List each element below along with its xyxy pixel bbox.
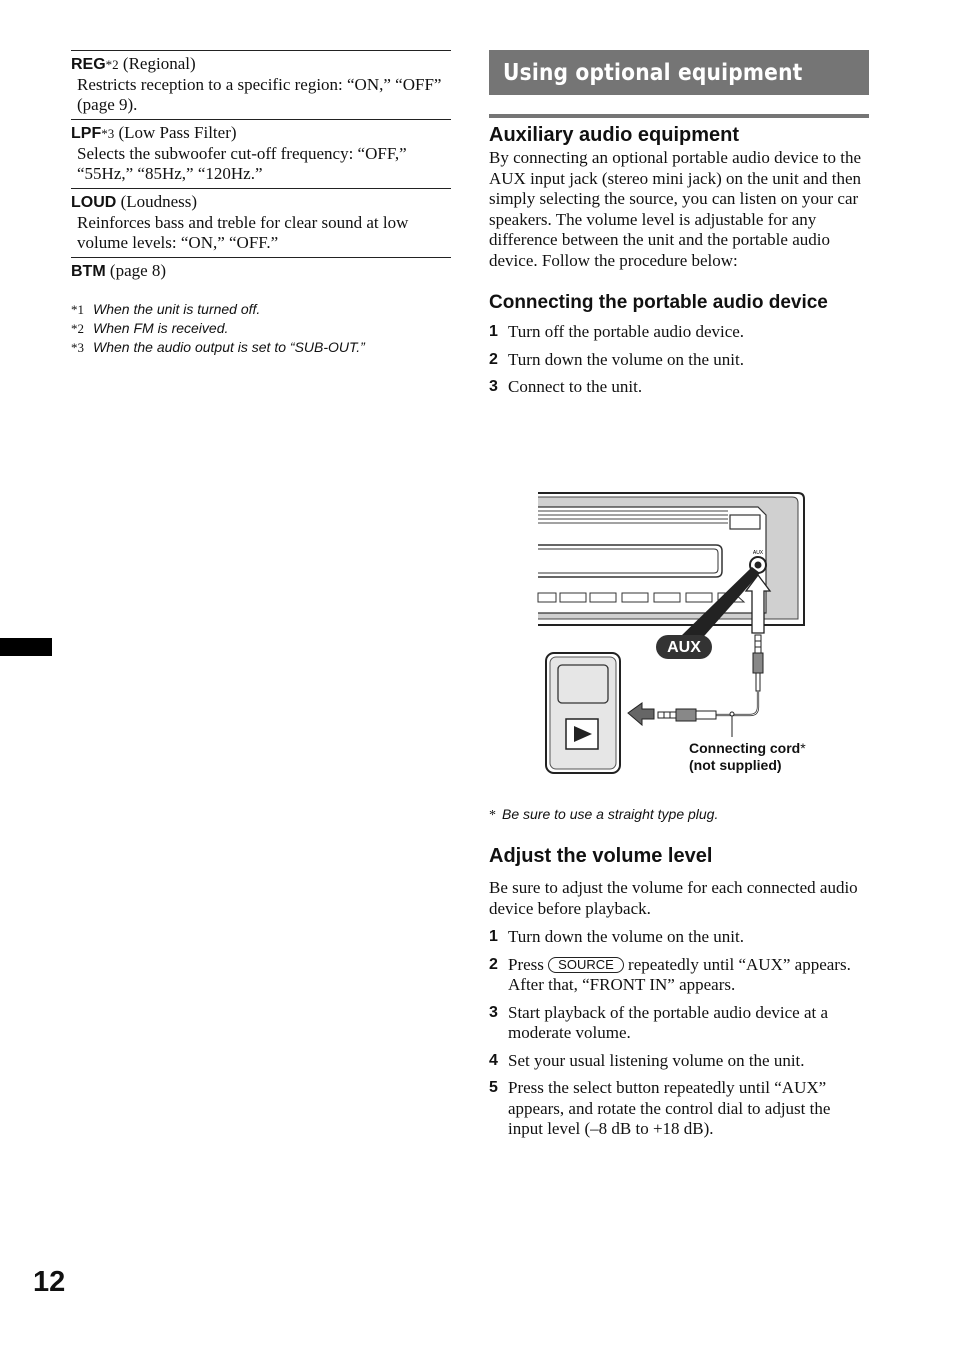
aux-intro: By connecting an optional portable audio device to the AUX input jack (stereo mini jack) on the unit and then simply selecting the source, you can listen on your car speakers. The volume level is adjustable for any difference between the unit and the portable audio device. Follow the procedure below: <box>489 148 862 270</box>
step <box>489 350 869 371</box>
cord-note: (not supplied) <box>689 757 782 773</box>
menu-key: BTM <box>71 263 106 280</box>
menu-item-lpf <box>71 119 451 188</box>
step <box>489 1078 869 1140</box>
step <box>489 322 869 343</box>
step-text: Turn down the volume on the unit. <box>508 349 744 369</box>
main-column <box>489 50 869 398</box>
device-screen <box>558 665 608 703</box>
plug-note <box>489 806 718 824</box>
step-text <box>508 955 851 996</box>
connecting-cord <box>716 691 758 715</box>
menu-description: Restricts reception to a specific region: “ON,” “OFF” (page 9). <box>77 75 442 114</box>
cord-label <box>689 740 806 774</box>
section-tab-marker <box>0 638 52 656</box>
step-number: 5 <box>489 1079 498 1096</box>
page-number: 12 <box>33 1266 66 1298</box>
connect-steps <box>489 322 869 398</box>
footnote-ref: *2 <box>105 57 119 72</box>
footnote-mark: *3 <box>71 340 84 355</box>
footnote-text: When the unit is turned off. <box>93 301 261 317</box>
volume-section <box>489 843 869 1140</box>
aux-heading: Auxiliary audio equipment <box>489 124 740 146</box>
menu-head-text: (Loudness) <box>116 192 198 211</box>
aux-badge <box>656 635 712 659</box>
cord-plug-vertical <box>753 635 763 691</box>
connect-heading: Connecting the portable audio device <box>489 292 828 313</box>
footnote <box>71 300 451 319</box>
plug-note-text: Be sure to use a straight type plug. <box>502 806 719 822</box>
step <box>489 927 869 948</box>
cord-label-text: Connecting cord <box>689 740 801 756</box>
step-text: Start playback of the portable audio device at a moderate volume. <box>508 1002 829 1042</box>
step-text-extra: After that, “FRONT IN” appears. <box>508 975 736 994</box>
menu-item-reg <box>71 50 451 119</box>
footnote <box>71 319 451 338</box>
step-number: 2 <box>489 955 498 973</box>
aux-jack-label: AUX <box>752 550 764 556</box>
footnotes <box>71 300 451 357</box>
footnote-text: When the audio output is set to “SUB-OUT.” <box>93 339 365 355</box>
step-text-pre: Press <box>508 954 549 974</box>
step-number: 4 <box>489 1051 498 1069</box>
menu-item-loud <box>71 188 451 257</box>
banner-rule <box>489 114 869 118</box>
menu-key: LOUD <box>71 194 117 211</box>
step-number: 1 <box>489 928 498 945</box>
menu-description: Reinforces bass and treble for clear sound at low volume levels: “ON,” “OFF.” <box>77 213 409 252</box>
footnote-ref: *3 <box>101 126 115 141</box>
settings-list <box>71 50 451 357</box>
menu-head-text: (Regional) <box>118 54 196 73</box>
step <box>489 377 869 398</box>
menu-description: Selects the subwoofer cut-off frequency: “OFF,” “55Hz,” “85Hz,” “120Hz.” <box>77 144 407 183</box>
section-title: Using optional equipment <box>503 59 803 86</box>
source-button: SOURCE <box>548 957 624 973</box>
footnote-text: When FM is received. <box>93 320 229 336</box>
step <box>489 1003 869 1044</box>
plug-note-mark: * <box>489 808 496 823</box>
step-number: 3 <box>489 378 498 395</box>
step <box>489 955 869 996</box>
menu-head-text: (page 8) <box>105 261 167 280</box>
menu-key: LPF <box>71 125 102 142</box>
step-number: 1 <box>489 323 498 340</box>
footnote <box>71 338 451 357</box>
step <box>489 1051 869 1072</box>
step-text: Press the select button repeatedly until “AUX” appears, and rotate the control dial to adjust the input level (–8 dB to +18 dB). <box>508 1078 831 1138</box>
section-banner <box>489 50 869 95</box>
volume-steps <box>489 927 869 1140</box>
portable-audio-device <box>546 653 620 773</box>
step-text: Set your usual listening volume on the unit. <box>508 1050 805 1070</box>
footnote-mark: *1 <box>71 302 84 317</box>
step-number: 2 <box>489 350 498 368</box>
cord-footnote-ref: * <box>800 740 806 756</box>
step-text: Turn off the portable audio device. <box>508 322 745 341</box>
insert-arrow-left <box>628 703 654 725</box>
step-text-post: repeatedly until “AUX” appears. <box>623 954 851 974</box>
footnote-mark: *2 <box>71 321 84 336</box>
cord-plug-horizontal <box>658 709 716 721</box>
menu-head-text: (Low Pass Filter) <box>114 123 237 142</box>
menu-key: REG <box>71 56 106 73</box>
step-text: Connect to the unit. <box>508 377 643 396</box>
menu-item-btm <box>71 257 451 286</box>
volume-intro: Be sure to adjust the volume for each connected audio device before playback. <box>489 878 858 918</box>
aux-badge-label: AUX <box>667 639 701 656</box>
step-number: 3 <box>489 1003 498 1021</box>
step-text: Turn down the volume on the unit. <box>508 927 744 946</box>
volume-heading: Adjust the volume level <box>489 845 713 867</box>
